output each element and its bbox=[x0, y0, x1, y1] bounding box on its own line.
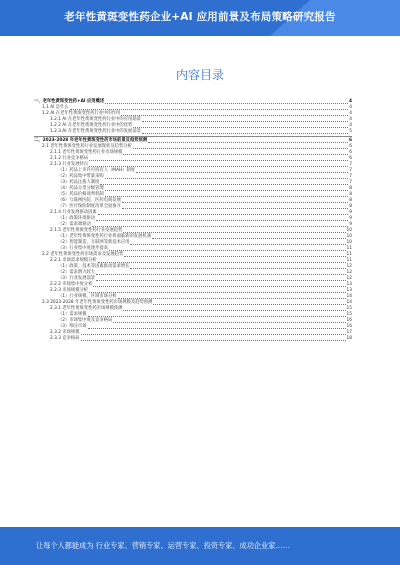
toc-entry-page: 15 bbox=[346, 312, 352, 317]
toc-entry-page: 16 bbox=[346, 324, 352, 329]
toc-leader-dots bbox=[81, 340, 346, 341]
toc-entry-page: 15 bbox=[346, 306, 352, 311]
toc-entry-page: 11 bbox=[346, 258, 352, 263]
toc-entry-text: （1）需求规模 bbox=[58, 312, 87, 317]
toc-entry-page: 11 bbox=[346, 246, 352, 251]
toc-leader-dots bbox=[133, 127, 348, 128]
toc-entry-page: 7 bbox=[349, 162, 352, 167]
toc-leader-dots bbox=[93, 286, 345, 287]
toc-entry-page: 5 bbox=[349, 129, 352, 134]
toc-entry-page: 10 bbox=[346, 228, 352, 233]
toc-leader-dots bbox=[153, 304, 345, 305]
toc-entry-text: （2）需求潜力较大 bbox=[58, 270, 96, 275]
toc-leader-dots bbox=[105, 103, 348, 104]
toc-entry-page: 10 bbox=[346, 240, 352, 245]
toc-leader-dots bbox=[70, 109, 349, 110]
toc-entry-text: （3）细分市场 bbox=[58, 324, 87, 329]
toc-leader-dots bbox=[148, 142, 348, 143]
toc-entry-text: （3）行业集中度逐步提高 bbox=[58, 246, 108, 251]
toc-entry-text: 2.3.1 老年性黄斑变性药市场规模预测 bbox=[50, 306, 123, 311]
toc-leader-dots bbox=[123, 232, 345, 233]
toc-entry-page: 12 bbox=[346, 270, 352, 275]
toc-entry-page: 14 bbox=[346, 294, 352, 299]
toc-leader-dots bbox=[124, 256, 345, 257]
footer-slogan: 让每个人都能成为 行业专家、营销专家、运营专家、投资专家、成功企业家…… bbox=[36, 541, 290, 550]
toc-leader-dots bbox=[98, 214, 349, 215]
toc-entry-page: 8 bbox=[349, 186, 352, 191]
toc-leader-dots bbox=[105, 190, 349, 191]
toc-entry-text: 1.1 AI 是什么 bbox=[42, 105, 69, 110]
toc-entry-text: （2）药品集中带量采购 bbox=[58, 174, 104, 179]
toc-leader-dots bbox=[123, 154, 348, 155]
toc-leader-dots bbox=[121, 115, 348, 116]
toc-entry-text: （1）政策、技术等因素推动需求增长 bbox=[58, 264, 130, 269]
toc-entry-text: （1）老年性黄斑变性药行业将面临新的发展机遇 bbox=[58, 234, 151, 239]
toc-entry-text: 二、2023-2028 年老年性黄斑变性药市场前景及趋势预测 bbox=[34, 138, 148, 143]
toc-leader-dots bbox=[89, 160, 348, 161]
toc-entry-page: 8 bbox=[349, 204, 352, 209]
toc-entry-page: 4 bbox=[349, 123, 352, 128]
toc-title: 内容目录 bbox=[175, 68, 224, 82]
toc-entry-text: （3）药品注册人制度 bbox=[58, 180, 100, 185]
toc-entry-text: （7）医疗保险制度改革全面推开 bbox=[58, 204, 121, 209]
toc-leader-dots bbox=[152, 238, 346, 239]
toc-entry-page: 4 bbox=[349, 117, 352, 122]
report-title: 老年性黄斑变性药企业+AI 应用前景及布局策略研究报告 bbox=[64, 11, 336, 23]
toc-leader-dots bbox=[122, 202, 348, 203]
toc-entry-text: （5）药品价格谈判机制 bbox=[58, 192, 104, 197]
toc-entry-text: 2.1.3 行业发展特点 bbox=[50, 162, 89, 167]
toc-entry-text: 2.3 2023-2028 年老年性黄斑变性药市场规模及趋势预测 bbox=[42, 300, 153, 305]
toc-entry-page: 6 bbox=[349, 144, 352, 149]
toc-entry-text: 2.3.2 市场规模 bbox=[50, 330, 80, 335]
toc-entry-text: 1.2.2 AI 在老年性黄斑变性药行业中的优势 bbox=[50, 123, 133, 128]
table-of-contents bbox=[34, 98, 352, 342]
toc-entry-page: 6 bbox=[349, 156, 352, 161]
toc-leader-dots bbox=[96, 274, 345, 275]
toc-leader-dots bbox=[105, 196, 349, 197]
toc-entry-page: 7 bbox=[349, 174, 352, 179]
toc-leader-dots bbox=[142, 133, 348, 134]
toc-leader-dots bbox=[96, 220, 348, 221]
toc-leader-dots bbox=[100, 184, 348, 185]
toc-leader-dots bbox=[109, 250, 346, 251]
toc-entry-text: 2.1.2 行业竞争格局 bbox=[50, 156, 89, 161]
toc-entry-page: 14 bbox=[346, 300, 352, 305]
toc-entry-text: 2.2.2 市场集中度分析 bbox=[50, 282, 93, 287]
toc-leader-dots bbox=[89, 292, 345, 293]
toc-entry-page: 16 bbox=[346, 318, 352, 323]
toc-entry-page: 6 bbox=[349, 150, 352, 155]
toc-entry-text: （2）智能制造、互联网等新技术应用 bbox=[58, 240, 130, 245]
toc-entry-text: 1.2 AI 在老年性黄斑变性药行业中的作用 bbox=[42, 111, 121, 116]
toc-entry-text: （1）药品上市许可持有人（MAH）制度 bbox=[58, 168, 136, 173]
toc-entry-text: 2.1.5 老年性黄斑变性药行业发展趋势 bbox=[50, 228, 123, 233]
toc-leader-dots bbox=[96, 280, 345, 281]
toc-leader-dots bbox=[88, 328, 346, 329]
toc-leader-dots bbox=[92, 226, 348, 227]
toc-leader-dots bbox=[122, 208, 348, 209]
toc-entry-page: 7 bbox=[349, 180, 352, 185]
toc-leader-dots bbox=[130, 268, 345, 269]
toc-entry-page: 7 bbox=[349, 168, 352, 173]
toc-leader-dots bbox=[88, 316, 346, 317]
toc-leader-dots bbox=[123, 310, 345, 311]
toc-entry-text: 2.2 老年性黄斑变性药市场需求及发展趋势 bbox=[42, 252, 124, 257]
toc-entry-text: 2.1.1 老年性黄斑变性药行业市场规模 bbox=[50, 150, 123, 155]
toc-entry-text: （1）政策环境驱动 bbox=[58, 216, 96, 221]
toc-entry-text: （4）药品分类分级管理 bbox=[58, 186, 104, 191]
toc-leader-dots bbox=[118, 298, 346, 299]
toc-entry-page: 12 bbox=[346, 276, 352, 281]
toc-entry-page: 6 bbox=[349, 138, 352, 143]
toc-leader-dots bbox=[98, 262, 346, 263]
toc-entry-page: 9 bbox=[349, 210, 352, 215]
toc-entry-text: （2）需求端驱动 bbox=[58, 222, 91, 227]
toc-entry-text: 2.3.3 竞争格局 bbox=[50, 336, 80, 341]
toc-leader-dots bbox=[89, 166, 348, 167]
toc-leader-dots bbox=[113, 322, 345, 323]
toc-entry-page: 4 bbox=[349, 105, 352, 110]
toc-entry-page: 4 bbox=[349, 99, 352, 104]
toc-leader-dots bbox=[136, 172, 348, 173]
toc-entry[interactable] bbox=[34, 129, 352, 135]
toc-leader-dots bbox=[142, 121, 348, 122]
toc-entry-page: 9 bbox=[349, 216, 352, 221]
toc-entry-text: （1）行业规模、区域市场分析 bbox=[58, 294, 117, 299]
toc-entry-text: 2.1 老年性黄斑变性药行业发展现状及趋势分析 bbox=[42, 144, 132, 149]
toc-entry-page: 18 bbox=[346, 336, 352, 341]
toc-leader-dots bbox=[81, 334, 346, 335]
toc-entry-text: （2）市场集中度及竞争格局 bbox=[58, 318, 113, 323]
toc-entry-page: 8 bbox=[349, 198, 352, 203]
toc-entry-page: 13 bbox=[346, 288, 352, 293]
toc-entry-page: 10 bbox=[346, 234, 352, 239]
toc-entry-text: 一、老年性黄斑变性药+AI 应用概述 bbox=[34, 99, 105, 104]
toc-entry-text: 2.1.4 行业发展驱动因素 bbox=[50, 210, 97, 215]
toc-entry-page: 13 bbox=[346, 282, 352, 287]
toc-entry-text: 2.2.3 市场规模分析 bbox=[50, 288, 89, 293]
toc-entry-page: 12 bbox=[346, 264, 352, 269]
toc-leader-dots bbox=[105, 178, 349, 179]
toc-entry-text: （3）行业发展前景 bbox=[58, 276, 96, 281]
toc-entry-page: 11 bbox=[346, 252, 352, 257]
toc-entry-page: 4 bbox=[349, 111, 352, 116]
toc-entry-text: 1.2.1 AI 在老年性黄斑变性药行业中的应用场景 bbox=[50, 117, 141, 122]
toc-entry-text: 2.2.1 市场需求规模分析 bbox=[50, 258, 97, 263]
toc-entry-page: 8 bbox=[349, 192, 352, 197]
toc-entry-text: 1.2.3 AI 在老年性黄斑变性药行业中的发展前景 bbox=[50, 129, 141, 134]
toc-divider bbox=[34, 136, 352, 137]
toc-entry-text: （6）互联网医院、医药电商发展 bbox=[58, 198, 121, 203]
toc-entry[interactable] bbox=[34, 336, 352, 342]
toc-leader-dots bbox=[133, 148, 348, 149]
toc-entry-page: 9 bbox=[349, 222, 352, 227]
toc-leader-dots bbox=[130, 244, 345, 245]
toc-entry-page: 17 bbox=[346, 330, 352, 335]
